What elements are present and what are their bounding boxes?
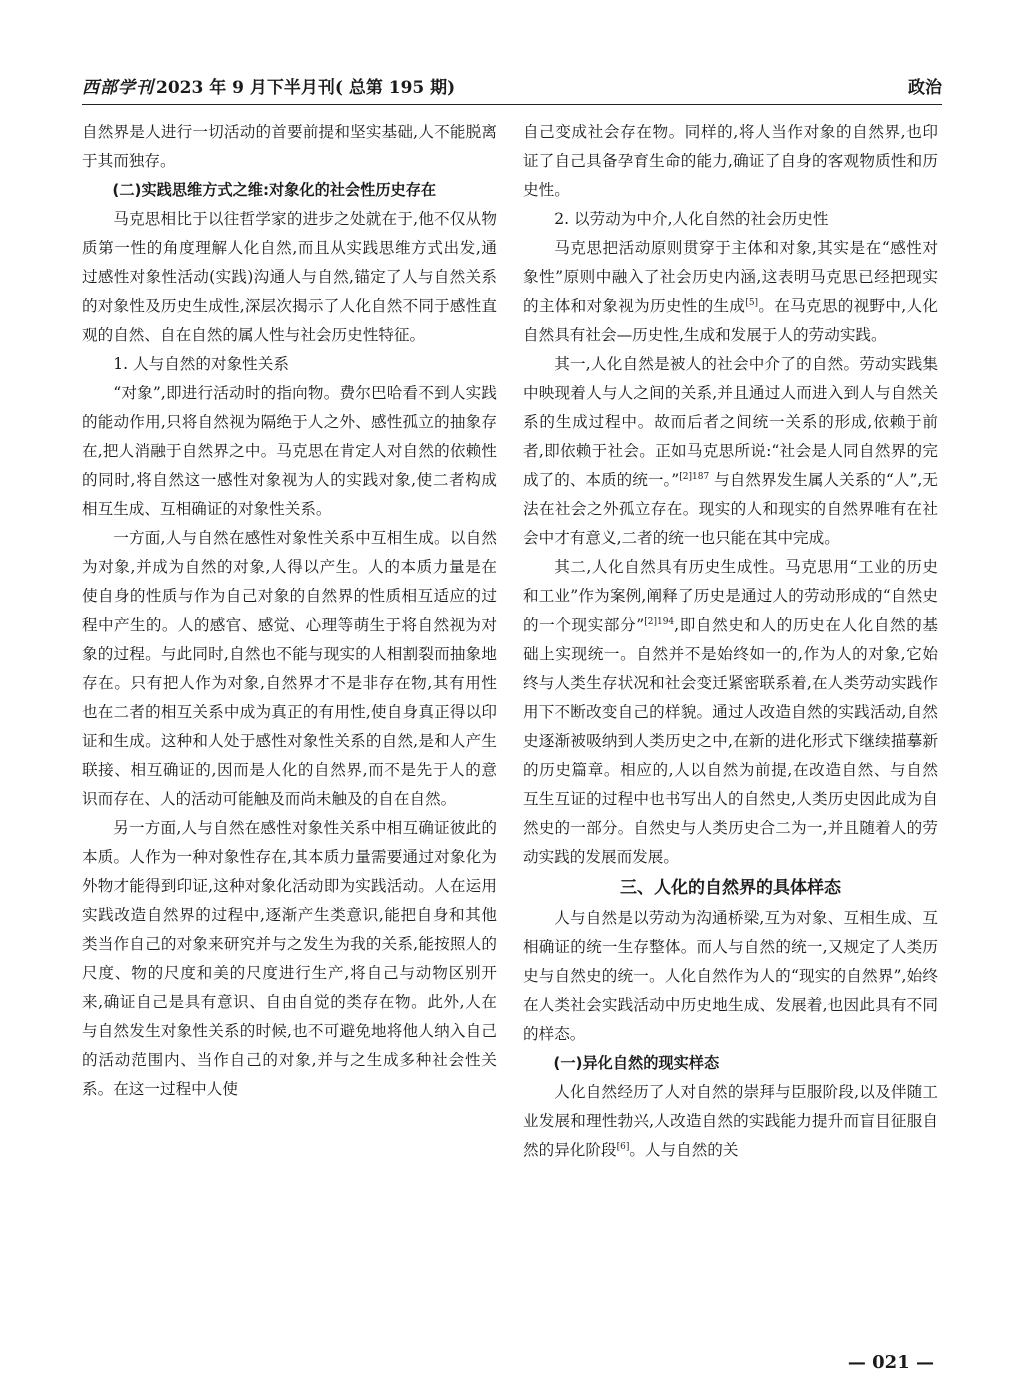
section-label: 政治 (908, 78, 942, 98)
paragraph (523, 553, 938, 872)
section-heading: (一)异化自然的现实样态 (553, 1054, 720, 1072)
chapter-heading: 三、人化的自然界的具体样态 (620, 878, 841, 898)
text-run: 。在马克思的视野中,人化自然具有社会—历史性,生成和发展于人的劳动实践。 (523, 297, 938, 344)
subsection-heading: 1. 人与自然的对象性关系 (113, 355, 289, 373)
right-column (523, 118, 938, 1165)
text-run: 。人与自然的关 (629, 1141, 739, 1159)
citation-ref: [2]187 (679, 471, 710, 482)
paragraph (523, 1078, 938, 1165)
header-journal-info (82, 73, 455, 98)
text-run: 人化自然经历了人对自然的崇拜与臣服阶段,以及伴随工业发展和理性勃兴,人改造自然的实践能力提升而盲目征服自然的异化阶段 (523, 1083, 938, 1159)
paragraph: 自然界是人进行一切活动的首要前提和坚实基础,人不能脱离于其而独存。 (82, 123, 497, 170)
citation-ref: [2]194 (644, 616, 675, 627)
citation-ref: [6] (616, 1141, 630, 1152)
paragraph: “对象”,即进行活动时的指向物。费尔巴哈看不到人实践的能动作用,只将自然视为隔绝于人之外、感性孤立的抽象存在,把人消融于自然界之中。马克思在肯定人对自然的依赖性的同时,将自然这一感性对象视为人的实践对象,使二者构成相互生成、互相确证的对象性关系。 (82, 384, 497, 518)
paragraph: 另一方面,人与自然在感性对象性关系中相互确证彼此的本质。人作为一种对象性存在,其本质力量需要通过对象化为外物才能得到印证,这种对象化活动即为实践活动。人在运用实践改造自然界的过程中,逐渐产生类意识,能把自身和其他类当作自己的对象来研究并与之发生为我的关系,能按照人的尺度、物的尺度和美的尺度进行生产,将自己与动物区别开来,确证自己是具有意识、自由自觉的类存在物。此外,人在与自然发生对象性关系的时候,也不可避免地将他人纳入自己的活动范围内、当作自己的对象,并与之生成多种社会性关系。在这一过程中人使 (82, 819, 497, 1098)
left-column (82, 118, 497, 1104)
paragraph (523, 350, 938, 553)
issue-info: 2023 年 9 月下半月刊( 总第 195 期) (156, 78, 456, 98)
text-run: 其二,人化自然具有历史生成性。马克思用“工业的历史和工业”作为案例,阐释了历史是通过人的劳动形成的“自然史的一个现实部分” (523, 558, 938, 634)
section-heading: (二)实践思维方式之维:对象化的社会性历史存在 (112, 181, 437, 199)
page-number: — 021 — (847, 1352, 934, 1373)
journal-logo: 西部学刊 (82, 78, 154, 98)
paragraph: 自己变成社会存在物。同样的,将人当作对象的自然界,也印证了自己具备孕育生命的能力,确证了自身的客观物质性和历史性。 (523, 123, 938, 199)
paragraph: 人与自然是以劳动为沟通桥梁,互为对象、互相生成、互相确证的统一生存整体。而人与自然的统一,又规定了人类历史与自然史的统一。人化自然作为人的“现实的自然界”,始终在人类社会实践活动中历史地生成、发展着,也因此具有不同的样态。 (523, 909, 938, 1043)
paragraph: 马克思相比于以往哲学家的进步之处就在于,他不仅从物质第一性的角度理解人化自然,而且从实践思维方式出发,通过感性对象性活动(实践)沟通人与自然,锚定了人与自然关系的对象性及历史生成性,深层次揭示了人化自然不同于感性直观的自然、自在自然的属人性与社会历史性特征。 (82, 210, 497, 344)
text-run: 其一,人化自然是被人的社会中介了的自然。劳动实践集中映现着人与人之间的关系,并且通过人而进入到人与自然关系的生成过程中。故而后者之间统一关系的形成,依赖于前者,即依赖于社会。正如马克思所说:“社会是人同自然界的完成了的、本质的统一。” (523, 355, 938, 489)
text-run: 与自然界发生属人关系的“人”,无法在社会之外孤立存在。现实的人和现实的自然界唯有在社会中才有意义,二者的统一也只能在其中完成。 (523, 471, 938, 547)
page-header (82, 70, 942, 105)
paragraph (523, 234, 938, 350)
text-run: ,即自然史和人的历史在人化自然的基础上实现统一。自然并不是始终如一的,作为人的对象,它始终与人类生存状况和社会变迁紧密联系着,在人类劳动实践作用下不断改变自己的样貌。通过人改造自然的实践活动,自然史逐渐被吸纳到人类历史之中,在新的进化形式下继续描摹新的历史篇章。相应的,人以自然为前提,在改造自然、与自然互生互证的过程中也书写出人的自然史,人类历史因此成为自然史的一部分。自然史与人类历史合二为一,并且随着人的劳动实践的发展而发展。 (523, 616, 938, 866)
paragraph: 一方面,人与自然在感性对象性关系中互相生成。以自然为对象,并成为自然的对象,人得以产生。人的本质力量是在使自身的性质与作为自己对象的自然界的性质相互适应的过程中产生的。人的感官、感觉、心理等萌生于将自然视为对象的过程。与此同时,自然也不能与现实的人相割裂而抽象地存在。只有把人作为对象,自然界才不是非存在物,其有用性也在二者的相互关系中成为真正的有用性,使自身真正得以印证和生成。这种和人处于感性对象性关系的自然,是和人产生联接、相互确证的,因而是人化的自然界,而不是先于人的意识而存在、人的活动可能触及而尚未触及的自在自然。 (82, 529, 497, 808)
subsection-heading: 2. 以劳动为中介,人化自然的社会历史性 (554, 210, 829, 228)
text-run: 马克思把活动原则贯穿于主体和对象,其实是在“感性对象性”原则中融入了社会历史内涵,这表明马克思已经把现实的主体和对象视为历史性的生成 (523, 239, 938, 315)
citation-ref: [5] (745, 297, 759, 308)
